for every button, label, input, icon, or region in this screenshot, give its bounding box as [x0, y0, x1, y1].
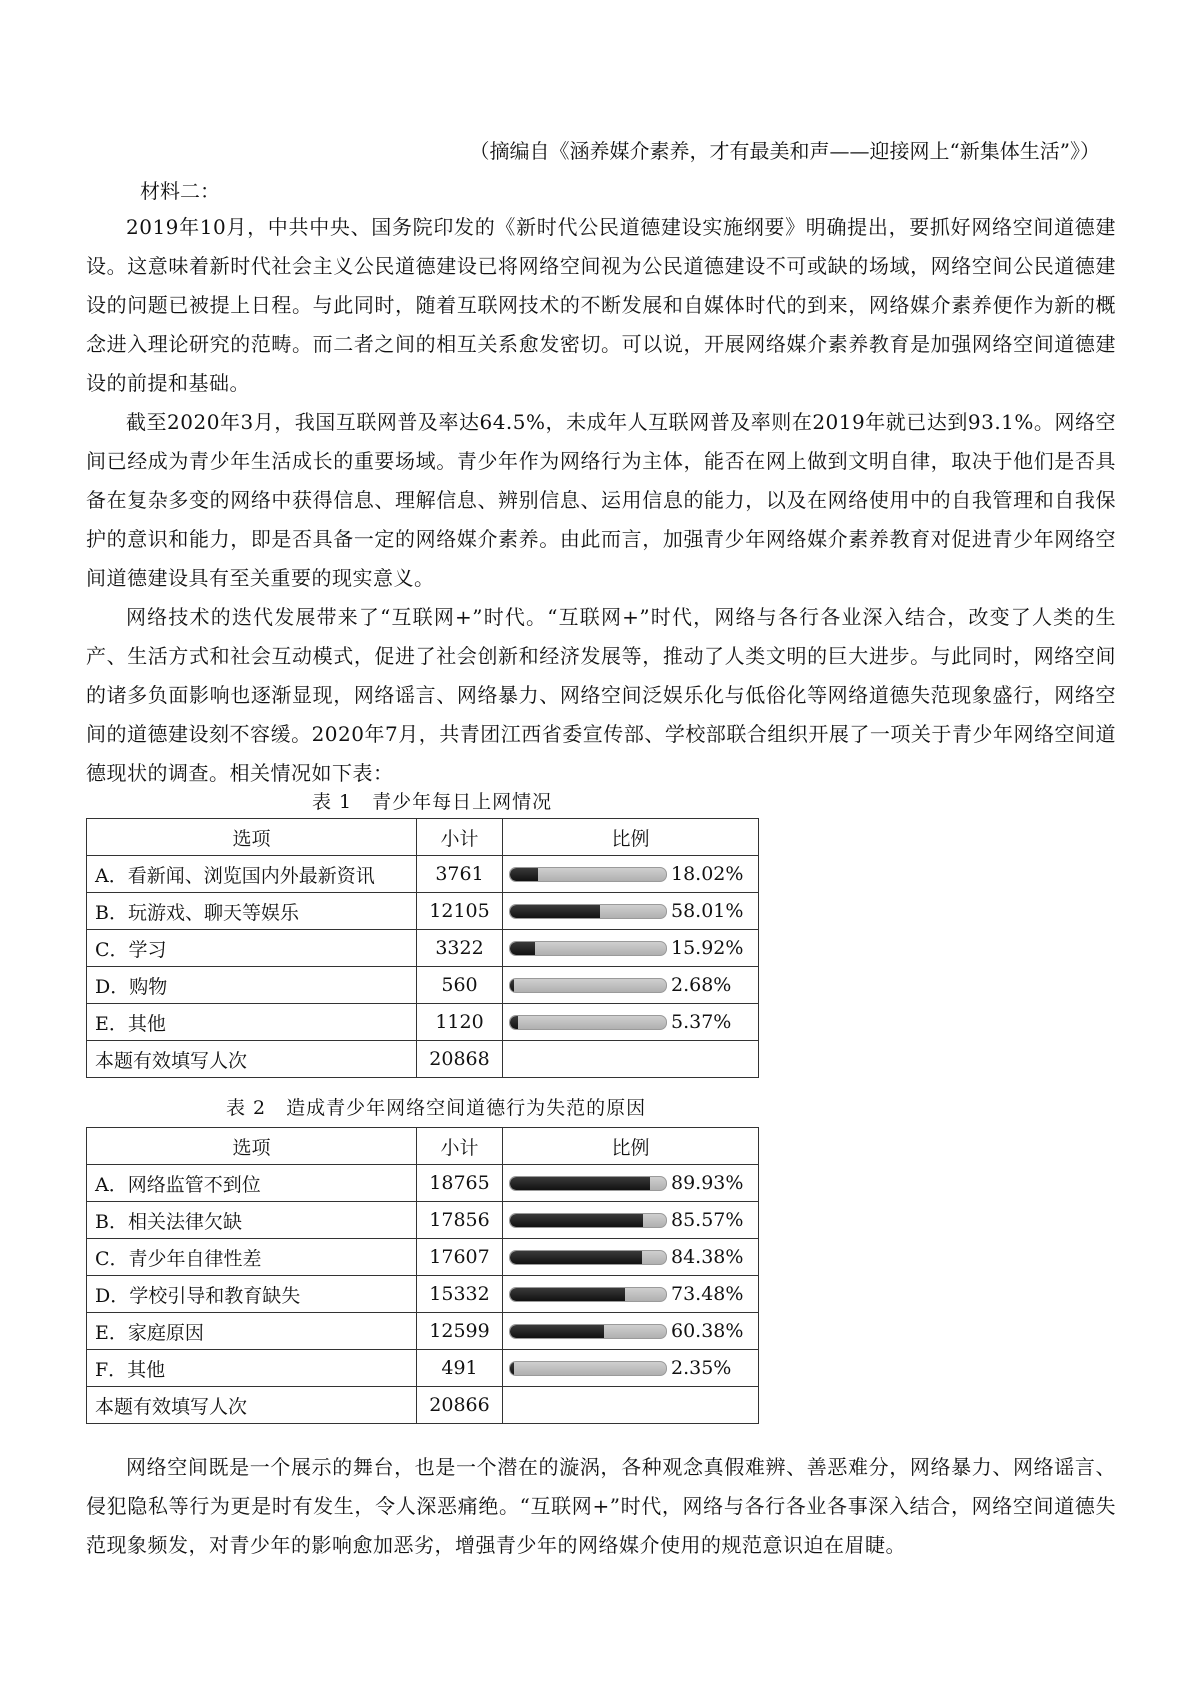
header-ratio: 比例 — [503, 1128, 759, 1165]
ratio-cell — [503, 1276, 759, 1313]
option-cell: B．相关法律欠缺 — [87, 1202, 417, 1239]
ratio-bar-fill — [510, 1362, 514, 1375]
ratio-cell — [503, 1202, 759, 1239]
ratio-bar-fill — [510, 1016, 518, 1029]
table1 — [86, 818, 759, 1078]
ratio-bar-fill — [510, 1177, 650, 1190]
ratio-bar-fill — [510, 1251, 642, 1264]
table-row — [87, 930, 759, 967]
table-header-row — [87, 819, 759, 856]
ratio-bar-fill — [510, 1288, 625, 1301]
paragraph: 2019年10月，中共中央、国务院印发的《新时代公民道德建设实施纲要》明确提出，要抓好网络空间道德建设。这意味着新时代社会主义公民道德建设已将网络空间视为公民道德建设不可或缺的场域，网络空间公民道德建设的问题已被提上日程。与此同时，随着互联网技术的不断发展和自媒体时代的到来，网络媒介素养便作为新的概念进入理论研究的范畴。而二者之间的相互关系愈发密切。可以说，开展网络媒介素养教育是加强网络空间道德建设的前提和基础。 — [86, 215, 1116, 395]
ratio-bar-fill — [510, 868, 538, 881]
header-count: 小计 — [417, 819, 503, 856]
table-row — [87, 856, 759, 893]
table-row — [87, 1276, 759, 1313]
ratio-bar-fill — [510, 905, 600, 918]
percent-label: 58.01% — [671, 900, 744, 922]
option-cell: A．网络监管不到位 — [87, 1165, 417, 1202]
header-ratio: 比例 — [503, 819, 759, 856]
percent-label: 5.37% — [671, 1011, 732, 1033]
ratio-bar — [509, 1176, 667, 1191]
table-row — [87, 1313, 759, 1350]
count-cell: 3322 — [417, 930, 503, 967]
ratio-cell — [503, 856, 759, 893]
ratio-cell — [503, 1004, 759, 1041]
option-cell: C．学习 — [87, 930, 417, 967]
count-cell: 17856 — [417, 1202, 503, 1239]
count-cell: 15332 — [417, 1276, 503, 1313]
table1-caption: 表 1 青少年每日上网情况 — [312, 791, 553, 813]
table-row — [87, 967, 759, 1004]
ratio-bar — [509, 1250, 667, 1265]
ratio-bar — [509, 1287, 667, 1302]
percent-label: 84.38% — [671, 1246, 744, 1268]
section-label: 材料二： — [140, 179, 220, 203]
total-count: 20868 — [417, 1041, 503, 1078]
table2-caption: 表 2 造成青少年网络空间道德行为失范的原因 — [226, 1097, 647, 1119]
table-total-row — [87, 1387, 759, 1424]
body-text-top — [86, 208, 1116, 793]
percent-label: 2.68% — [671, 974, 732, 996]
ratio-cell — [503, 1165, 759, 1202]
ratio-cell — [503, 967, 759, 1004]
paragraph: 截至2020年3月，我国互联网普及率达64.5%，未成年人互联网普及率则在2019年就已达到93.1%。网络空间已经成为青少年生活成长的重要场域。青少年作为网络行为主体，能否在网上做到文明自律，取决于他们是否具备在复杂多变的网络中获得信息、理解信息、辨别信息、运用信息的能力，以及在网络使用中的自我管理和自我保护的意识和能力，即是否具备一定的网络媒介素养。由此而言，加强青少年网络媒介素养教育对促进青少年网络空间道德建设具有至关重要的现实意义。 — [86, 410, 1116, 590]
ratio-cell — [503, 1350, 759, 1387]
table-row — [87, 1350, 759, 1387]
percent-label: 89.93% — [671, 1172, 744, 1194]
option-cell: D．购物 — [87, 967, 417, 1004]
table-row — [87, 1239, 759, 1276]
table-row — [87, 1004, 759, 1041]
percent-label: 73.48% — [671, 1283, 744, 1305]
ratio-bar — [509, 904, 667, 919]
ratio-cell — [503, 1239, 759, 1276]
source-note: （摘编自《涵养媒介素养，才有最美和声——迎接网上“新集体生活”》） — [469, 139, 1100, 163]
percent-label: 85.57% — [671, 1209, 744, 1231]
header-option: 选项 — [87, 1128, 417, 1165]
option-cell: B．玩游戏、聊天等娱乐 — [87, 893, 417, 930]
count-cell: 3761 — [417, 856, 503, 893]
total-label: 本题有效填写人次 — [87, 1041, 417, 1078]
paragraph: 网络空间既是一个展示的舞台，也是一个潜在的漩涡，各种观念真假难辨、善恶难分，网络暴力、网络谣言、侵犯隐私等行为更是时有发生，令人深恶痛绝。“互联网+”时代，网络与各行各业各事深入结合，网络空间道德失范现象频发，对青少年的影响愈加恶劣，增强青少年的网络媒介使用的规范意识迫在眉睫。 — [86, 1455, 1116, 1557]
total-label: 本题有效填写人次 — [87, 1387, 417, 1424]
count-cell: 1120 — [417, 1004, 503, 1041]
ratio-bar — [509, 1324, 667, 1339]
ratio-bar — [509, 867, 667, 882]
option-cell: A．看新闻、浏览国内外最新资讯 — [87, 856, 417, 893]
ratio-bar-fill — [510, 979, 514, 992]
ratio-cell — [503, 893, 759, 930]
count-cell: 17607 — [417, 1239, 503, 1276]
ratio-bar — [509, 941, 667, 956]
table-row — [87, 1165, 759, 1202]
count-cell: 491 — [417, 1350, 503, 1387]
ratio-cell — [503, 930, 759, 967]
table-total-row — [87, 1041, 759, 1078]
ratio-bar — [509, 1361, 667, 1376]
option-cell: D．学校引导和教育缺失 — [87, 1276, 417, 1313]
ratio-bar — [509, 1015, 667, 1030]
table2 — [86, 1127, 759, 1424]
header-count: 小计 — [417, 1128, 503, 1165]
table-header-row — [87, 1128, 759, 1165]
percent-label: 2.35% — [671, 1357, 732, 1379]
count-cell: 560 — [417, 967, 503, 1004]
option-cell: F．其他 — [87, 1350, 417, 1387]
option-cell: E．家庭原因 — [87, 1313, 417, 1350]
percent-label: 15.92% — [671, 937, 744, 959]
header-option: 选项 — [87, 819, 417, 856]
table-row — [87, 1202, 759, 1239]
option-cell: E．其他 — [87, 1004, 417, 1041]
total-count: 20866 — [417, 1387, 503, 1424]
count-cell: 12599 — [417, 1313, 503, 1350]
count-cell: 12105 — [417, 893, 503, 930]
percent-label: 18.02% — [671, 863, 744, 885]
ratio-bar-fill — [510, 1214, 643, 1227]
empty-cell — [503, 1387, 759, 1424]
count-cell: 18765 — [417, 1165, 503, 1202]
option-cell: C．青少年自律性差 — [87, 1239, 417, 1276]
ratio-cell — [503, 1313, 759, 1350]
ratio-bar-fill — [510, 1325, 604, 1338]
empty-cell — [503, 1041, 759, 1078]
ratio-bar — [509, 978, 667, 993]
table-row — [87, 893, 759, 930]
ratio-bar — [509, 1213, 667, 1228]
paragraph: 网络技术的迭代发展带来了“互联网+”时代。“互联网+”时代，网络与各行各业深入结合，改变了人类的生产、生活方式和社会互动模式，促进了社会创新和经济发展等，推动了人类文明的巨大进步。与此同时，网络空间的诸多负面影响也逐渐显现，网络谣言、网络暴力、网络空间泛娱乐化与低俗化等网络道德失范现象盛行，网络空间的道德建设刻不容缓。2020年7月，共青团江西省委宣传部、学校部联合组织开展了一项关于青少年网络空间道德现状的调查。相关情况如下表： — [86, 605, 1116, 785]
percent-label: 60.38% — [671, 1320, 744, 1342]
ratio-bar-fill — [510, 942, 535, 955]
body-text-bottom — [86, 1448, 1116, 1565]
